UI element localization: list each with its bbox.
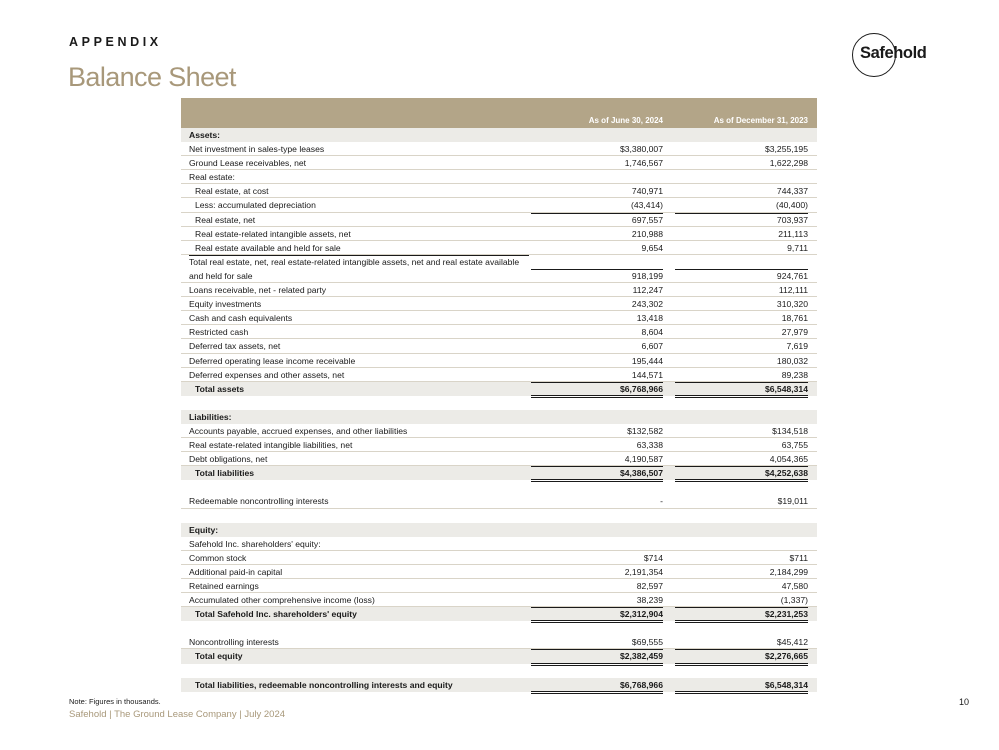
value-dec-2023: 18,761 [781, 313, 808, 324]
value-june-2024: 63,338 [636, 440, 663, 451]
row-label: Net investment in sales-type leases [189, 144, 325, 155]
value-june-2024: $3,380,007 [619, 144, 663, 155]
value-june-2024: $6,768,966 [531, 382, 663, 396]
table-body [181, 128, 817, 692]
row-label: Real estate: [189, 172, 235, 183]
value-dec-2023: 63,755 [781, 440, 808, 451]
table-row [181, 297, 817, 311]
value-dec-2023: 310,320 [776, 299, 808, 310]
total-row [181, 607, 817, 621]
total-row [181, 466, 817, 480]
footnote: Note: Figures in thousands. [69, 697, 161, 706]
value-june-2024: 9,654 [641, 242, 663, 253]
row-label: Assets: [189, 130, 221, 140]
value-june-2024: 8,604 [641, 327, 663, 338]
row-label: Loans receivable, net - related party [189, 285, 327, 296]
row-label: Deferred tax assets, net [189, 341, 281, 352]
value-june-2024: 1,746,567 [624, 158, 663, 169]
table-row [181, 368, 817, 382]
value-june-2024: 210,988 [631, 228, 663, 239]
value-dec-2023: (1,337) [780, 595, 808, 606]
value-dec-2023: $2,276,665 [675, 649, 808, 663]
column-header-dec-2023: As of December 31, 2023 [713, 116, 808, 125]
value-dec-2023: $6,548,314 [675, 678, 808, 692]
value-june-2024: 6,607 [641, 341, 663, 352]
row-label: Total equity [195, 651, 243, 662]
spacer-row [181, 480, 817, 494]
balance-sheet-table [181, 98, 817, 692]
table-row [181, 255, 817, 283]
value-dec-2023: $45,412 [776, 637, 808, 648]
row-label: Total real estate, net, real estate-related intangible assets, net and real estate available and held for sale [189, 256, 520, 281]
value-dec-2023: 89,238 [781, 369, 808, 380]
value-dec-2023: $19,011 [777, 496, 808, 507]
total-row [181, 382, 817, 396]
value-june-2024: $132,582 [627, 425, 663, 436]
row-label: Ground Lease receivables, net [189, 158, 307, 169]
row-label: Accounts payable, accrued expenses, and other liabilities [189, 425, 408, 436]
value-dec-2023: $134,518 [772, 425, 808, 436]
value-june-2024: - [660, 496, 663, 507]
row-label: Real estate-related intangible liabilities, net [189, 440, 353, 451]
value-dec-2023: $2,231,253 [675, 607, 808, 621]
value-june-2024: 13,418 [636, 313, 663, 324]
value-dec-2023: $4,252,638 [675, 466, 808, 480]
table-row [181, 241, 817, 255]
value-june-2024: 2,191,354 [624, 566, 663, 577]
section-eyebrow: APPENDIX [69, 35, 162, 49]
value-dec-2023: 211,113 [778, 228, 808, 239]
value-dec-2023: 7,619 [786, 341, 808, 352]
safehold-logo [852, 33, 942, 77]
value-dec-2023: 27,979 [781, 327, 808, 338]
row-label: Total liabilities [195, 468, 255, 479]
row-label: Real estate, net [195, 214, 256, 225]
column-header-june-2024: As of June 30, 2024 [588, 116, 663, 125]
spacer-row [181, 396, 817, 410]
section-header-row [181, 128, 817, 142]
table-row [181, 170, 817, 184]
value-june-2024: 195,444 [631, 355, 663, 366]
total-row [181, 649, 817, 663]
row-label: Redeemable noncontrolling interests [189, 496, 329, 507]
spacer-row [181, 621, 817, 635]
page-title: Balance Sheet [68, 62, 236, 92]
table-row [181, 339, 817, 353]
table-row [181, 354, 817, 368]
value-dec-2023: 4,054,365 [769, 454, 808, 465]
row-label: Accumulated other comprehensive income (loss) [189, 595, 375, 606]
row-label: Safehold Inc. shareholders' equity: [189, 538, 321, 549]
spacer-row [181, 509, 817, 523]
row-label: Real estate-related intangible assets, net [195, 228, 351, 239]
table-row [181, 311, 817, 325]
footer-company: Safehold | The Ground Lease Company | July 2024 [69, 709, 286, 720]
value-dec-2023: $6,548,314 [675, 382, 808, 396]
row-label: Retained earnings [189, 581, 259, 591]
value-june-2024: $6,768,966 [531, 678, 663, 692]
table-row [181, 635, 817, 649]
logo-text: Safehold [860, 44, 927, 62]
value-june-2024: $69,555 [631, 637, 663, 648]
value-dec-2023: 180,032 [776, 355, 808, 366]
value-june-2024: 38,239 [636, 595, 663, 606]
value-dec-2023: (40,400) [775, 200, 808, 211]
page-number: 10 [958, 697, 969, 707]
row-label: Restricted cash [189, 327, 249, 338]
value-june-2024: 918,199 [531, 269, 663, 283]
table-row [181, 494, 817, 508]
table-row [181, 325, 817, 339]
value-dec-2023: 1,622,298 [769, 158, 808, 169]
value-june-2024: 82,597 [636, 581, 663, 591]
table-row [181, 424, 817, 438]
value-dec-2023: 2,184,299 [769, 566, 808, 577]
value-june-2024: 740,971 [631, 186, 663, 197]
section-header-row [181, 523, 817, 537]
table-row [181, 198, 817, 212]
row-label: Deferred operating lease income receivable [189, 355, 356, 366]
table-row [181, 551, 817, 565]
value-june-2024: $2,312,904 [531, 607, 663, 621]
row-label: Total liabilities, redeemable noncontrolling interests and equity [195, 679, 453, 690]
value-june-2024: 144,571 [631, 369, 663, 380]
table-header [181, 98, 817, 128]
value-dec-2023: 703,937 [675, 213, 808, 227]
row-label: Noncontrolling interests [189, 637, 279, 648]
value-dec-2023: 9,711 [787, 242, 808, 253]
value-june-2024: $714 [643, 552, 663, 563]
value-june-2024: 243,302 [631, 299, 663, 310]
value-dec-2023: 744,337 [776, 186, 808, 197]
row-label: Additional paid-in capital [189, 566, 283, 577]
row-label: Cash and cash equivalents [189, 313, 293, 324]
row-label: Liabilities: [189, 411, 232, 422]
value-dec-2023: 924,761 [675, 269, 808, 283]
spacer-row [181, 664, 817, 678]
table-row [181, 452, 817, 466]
row-label: Total assets [195, 383, 245, 394]
table-row [181, 283, 817, 297]
table-row [181, 213, 817, 227]
table-row [181, 227, 817, 241]
table-row [181, 565, 817, 579]
row-label: Real estate available and held for sale [195, 242, 341, 253]
table-row [181, 537, 817, 551]
value-dec-2023: 47,580 [781, 581, 808, 591]
value-dec-2023: $3,255,195 [764, 144, 808, 155]
row-label: Less: accumulated depreciation [195, 200, 316, 211]
table-row [181, 156, 817, 170]
row-label: Common stock [189, 552, 247, 563]
table-row [181, 579, 817, 593]
value-june-2024: (43,414) [630, 200, 663, 211]
table-row [181, 184, 817, 198]
section-header-row [181, 410, 817, 424]
value-june-2024: $4,386,507 [531, 466, 663, 480]
row-label: Equity: [189, 524, 219, 535]
row-label: Debt obligations, net [189, 454, 268, 465]
value-june-2024: 697,557 [531, 213, 663, 227]
value-dec-2023: 112,111 [778, 285, 808, 296]
table-row [181, 438, 817, 452]
table-row [181, 142, 817, 156]
row-label: Total Safehold Inc. shareholders' equity [195, 609, 357, 620]
value-june-2024: 4,190,587 [624, 454, 663, 465]
value-june-2024: $2,382,459 [531, 649, 663, 663]
row-label: Real estate, at cost [195, 186, 269, 197]
value-june-2024: 112,247 [632, 285, 663, 296]
row-label: Deferred expenses and other assets, net [189, 369, 345, 380]
table-row [181, 593, 817, 607]
grand-total-row [181, 678, 817, 692]
value-dec-2023: $711 [789, 552, 808, 563]
row-label: Equity investments [189, 299, 262, 310]
